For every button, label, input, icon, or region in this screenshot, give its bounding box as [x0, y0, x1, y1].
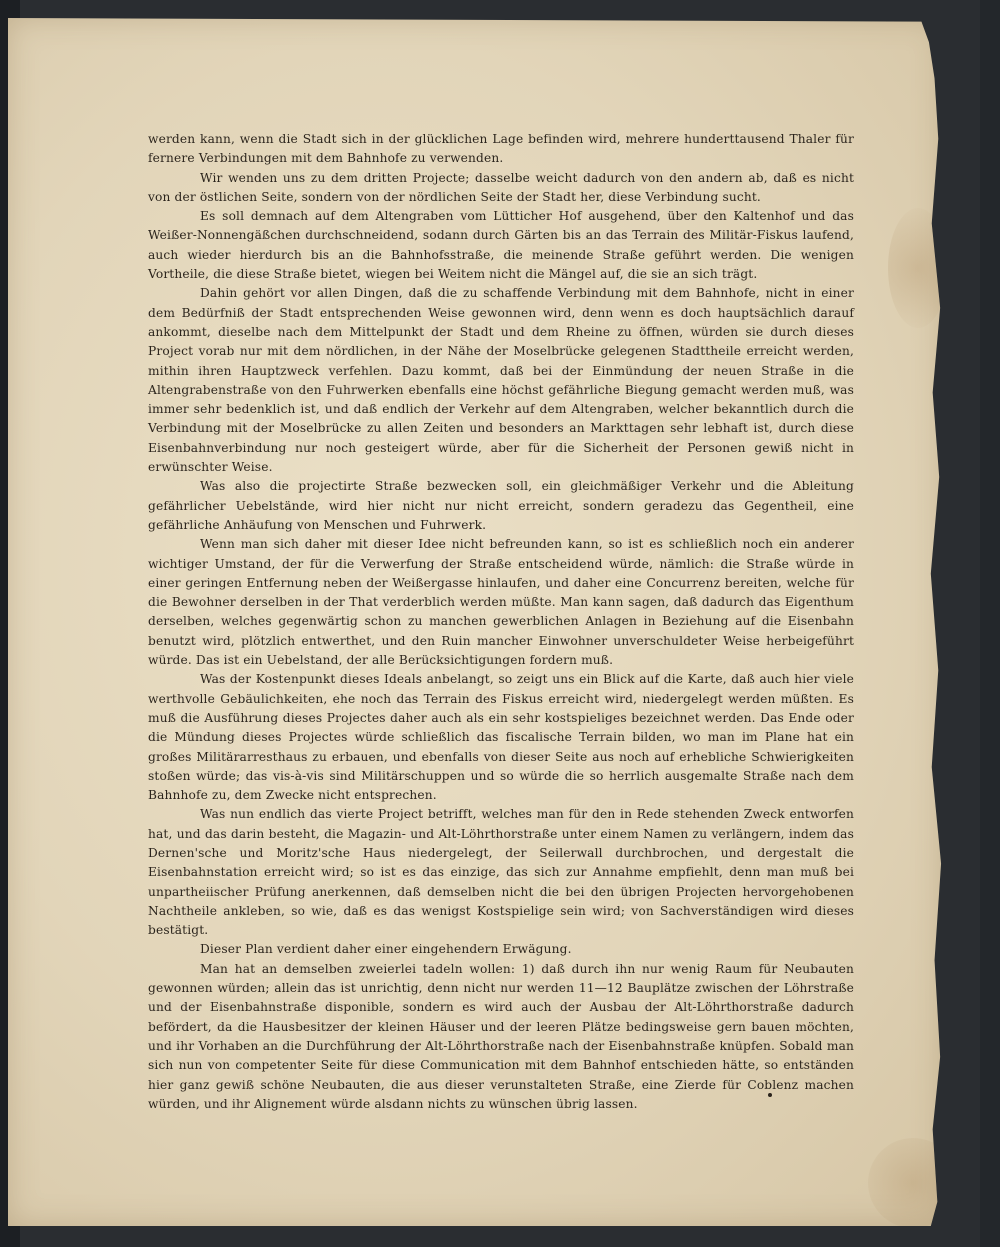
paragraph: Was der Kostenpunkt dieses Ideals anbelangt, so zeigt uns ein Blick auf die Karte, daß auch hier viele werthvolle Gebäulichkeiten, ehe noch das Terrain des Fiskus erreicht wird, niedergelegt werden müßten. Es muß die Ausführung dieses Projectes daher auch als ein sehr kostspieliges bezeichnet werden. Das Ende oder die Mündung dieses Projectes würde schließlich das fiscalische Terrain bilden, wo man im Plane hat ein großes Militärarresthaus zu erbauen, und ebenfalls von dieser Seite aus noch auf erhebliche Schwierigkeiten stoßen würde; das vis-à-vis sind Militärschuppen und so würde die so herrlich ausgemalte Straße nach dem Bahnhofe zu, dem Zwecke nicht entsprechen.	[148, 672, 854, 803]
paragraph: Wenn man sich daher mit dieser Idee nicht befreunden kann, so ist es schließlich noch ein anderer wichtiger Umstand, der für die Verwerfung der Straße entscheidend würde, nämlich: die Straße würde in einer geringen Entfernung neben der Weißergasse hinlaufen, und daher eine Concurrenz bereiten, welche für die Bewohner derselben in der That verderblich werden müßte. Man kann sagen, daß dadurch das Eigenthum derselben, welches gegenwärtig schon zu manchen gewerblichen Anlagen in Beziehung auf die Eisenbahn benutzt wird, plötzlich entwerthet, und den Ruin mancher Einwohner unverschuldeter Weise herbeigeführt würde. Das ist ein Uebelstand, der alle Berücksichtigungen fordern muß.	[148, 537, 854, 668]
paragraph: Was also die projectirte Straße bezwecken soll, ein gleichmäßiger Verkehr und die Ableitung gefährlicher Uebelstände, wird hier nicht nur nicht erreicht, sondern geradezu das Gegentheil, eine gefährliche Anhäufung von Menschen und Fuhrwerk.	[148, 479, 854, 532]
paragraph: Dieser Plan verdient daher einer eingehendern Erwägung.	[200, 942, 572, 957]
paragraph: Es soll demnach auf dem Altengraben vom Lütticher Hof ausgehend, über den Kaltenhof und das Weißer-Nonnengäßchen durchschneidend, sodann durch Gärten bis an das Terrain des Militär-Fiskus laufend, auch wieder hierdurch bis an die Bahnhofsstraße, die meinende Straße geführt werden. Die wenigen Vortheile, die diese Straße bietet, wiegen bei Weitem nicht die Mängel auf, die sie an sich trägt.	[148, 209, 854, 282]
paragraph: Man hat an demselben zweierlei tadeln wollen: 1) daß durch ihn nur wenig Raum für Neubauten gewonnen würden; allein das ist unrichtig, denn nicht nur werden 11—12 Bauplätze zwischen der Löhrstraße und der Eisenbahnstraße disponible, sondern es wird auch der Ausbau der Alt-Löhrthorstraße dadurch befördert, da die Hausbesitzer der kleinen Häuser und der leeren Plätze bedingsweise gern bauen möchten, und ihr Vorhaben an die Durchführung der Alt-Löhrthorstraße nach der Eisenbahnstraße knüpfen. Sobald man sich nun von competenter Seite für diese Communication mit dem Bahnhof entschieden hätte, so entständen hier ganz gewiß schöne Neubauten, die aus dieser verunstalteten Straße, eine Zierde für Coblenz machen würden, und ihr Alignement würde alsdann nichts zu wünschen übrig lassen.	[148, 961, 854, 1111]
paragraph: Dahin gehört vor allen Dingen, daß die zu schaffende Verbindung mit dem Bahnhofe, nicht in einer dem Bedürfniß der Stadt entsprechenden Weise gewonnen wird, denn wenn es doch hauptsächlich darauf ankommt, dieselbe nach dem Mittelpunkt der Stadt und dem Rheine zu öffnen, würden sie durch dieses Project vorab nur mit dem nördlichen, in der Nähe der Moselbrücke gelegenen Stadttheile erreicht werden, mithin ihren Hauptzweck verfehlen. Dazu kommt, daß bei der Einmündung der neuen Straße in die Altengrabenstraße von den Fuhrwerken ebenfalls eine höchst gefährliche Biegung gemacht werden muß, was immer sehr bedenklich ist, und daß endlich der Verkehr auf dem Altengraben, welcher bekanntlich durch die Verbindung mit der Moselbrücke zu allen Zeiten und besonders an Markttagen sehr lebhaft ist, durch diese Eisenbahnverbindung nur noch gesteigert würde, aber für die Sicherheit der Personen gewiß nicht in erwünschter Weise.	[148, 286, 854, 475]
paragraph: werden kann, wenn die Stadt sich in der glücklichen Lage befinden wird, mehrere hunderttausend Thaler für fernere Verbindungen mit dem Bahnhofe zu verwenden.	[148, 132, 854, 166]
document-body	[148, 130, 854, 1114]
ink-speck	[768, 1093, 772, 1097]
paragraph: Wir wenden uns zu dem dritten Projecte; dasselbe weicht dadurch von den andern ab, daß es nicht von der östlichen Seite, sondern von der nördlichen Seite der Stadt her, diese Verbindung sucht.	[148, 170, 854, 204]
paragraph: Was nun endlich das vierte Project betrifft, welches man für den in Rede stehenden Zweck entworfen hat, und das darin besteht, die Magazin- und Alt-Löhrthorstraße unter einem Namen zu verlängern, indem das Dernen'sche und Moritz'sche Haus niedergelegt, der Seilerwall durchbrochen, und dergestalt die Eisenbahnstation erreicht wird; so ist es das einzige, das sich zur Annahme empfiehlt, denn man muß bei unpartheiischer Prüfung anerkennen, daß demselben nicht die bei den übrigen Projecten hervorgehobenen Nachtheile ankleben, so wie, daß es das wenigst Kostspielige sein wird; von Sachverständigen wird dieses bestätigt.	[148, 807, 854, 938]
